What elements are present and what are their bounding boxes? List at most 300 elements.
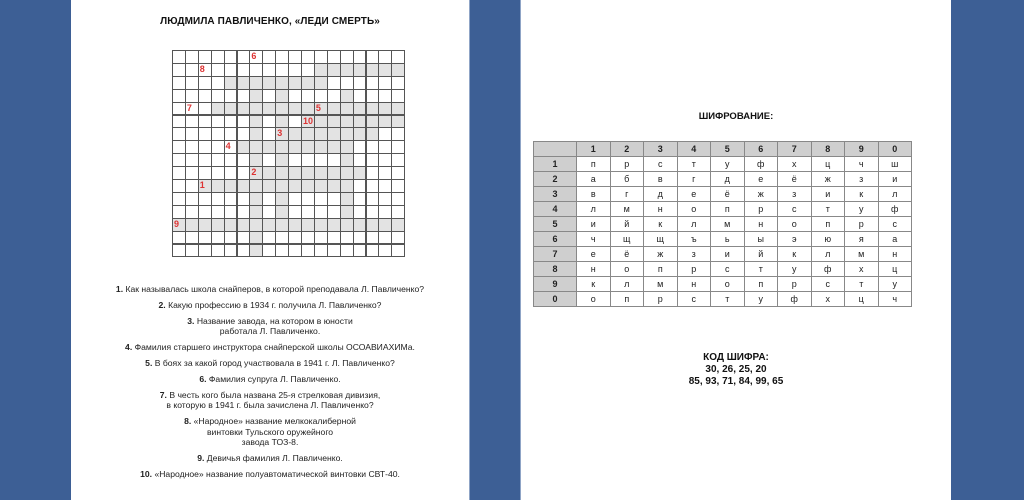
question-1 [71,284,469,295]
crossword-cell [378,244,392,258]
crossword-cell [288,192,302,206]
cipher-row-header: 2 [534,172,577,187]
crossword-cell [262,205,276,219]
cipher-cell: е [577,247,611,262]
crossword-cell [224,205,238,219]
question-text: Название завода, на котором в юности [196,315,353,326]
cipher-cell: з [778,187,812,202]
crossword-cell [378,50,392,64]
page-edge [469,0,470,500]
crossword-cell [378,115,392,129]
crossword-cell [224,50,238,64]
crossword-cell [378,89,392,103]
crossword-cell [340,76,354,90]
crossword-cell [301,244,315,258]
cipher-cell: р [644,292,678,307]
crossword-cell [288,89,302,103]
crossword-cell [391,63,405,77]
crossword-cell [237,63,251,77]
crossword-cell [327,153,341,167]
crossword-cell [237,140,251,154]
cipher-table [533,141,912,307]
crossword-cell [172,63,186,77]
crossword-cell [391,76,405,90]
cipher-cell: е [744,172,778,187]
cipher-cell: и [878,172,912,187]
crossword-cell [237,244,251,258]
cipher-row [534,217,912,232]
cipher-cell: д [644,187,678,202]
crossword-cell [185,50,199,64]
crossword-cell [275,192,289,206]
crossword-cell [198,244,212,258]
crossword-cell [366,102,380,116]
crossword-cell [366,50,380,64]
cipher-cell: ю [811,232,845,247]
crossword-cell [249,231,263,245]
crossword-cell [185,166,199,180]
cipher-cell: о [677,202,711,217]
cipher-cell: з [845,172,879,187]
crossword-cell [353,218,367,232]
crossword-cell [301,205,315,219]
crossword-cell [366,140,380,154]
cipher-cell: в [644,172,678,187]
crossword-cell [275,76,289,90]
crossword-cell [378,102,392,116]
crossword-cell [314,192,328,206]
question-number: 3. [187,315,195,326]
crossword-cell [185,127,199,141]
crossword-cell [198,218,212,232]
question-text: В боях за какой город участвовала в 1941 г. Л. Павличенко? [154,358,395,369]
crossword-cell [301,102,315,116]
crossword-cell [378,205,392,219]
question-text-line2: в которую в 1941 г. была зачислена Л. Павличенко? [166,400,374,411]
crossword-cell [288,218,302,232]
cipher-cell: н [878,247,912,262]
crossword-cell [262,192,276,206]
cipher-row-header: 8 [534,262,577,277]
cipher-corner-cell [534,142,577,157]
crossword-cell [262,50,276,64]
crossword-cell [378,63,392,77]
crossword-cell [327,89,341,103]
crossword-cell [288,127,302,141]
crossword-cell [198,231,212,245]
crossword-clue-number: 10 [303,115,314,126]
crossword-cell [172,231,186,245]
crossword-cell [262,140,276,154]
cipher-cell: я [845,232,879,247]
crossword-cell [249,218,263,232]
crossword-cell [237,102,251,116]
crossword-cell [314,76,328,90]
crossword-cell [391,205,405,219]
crossword-cell [378,76,392,90]
crossword-cell [314,205,328,219]
crossword-clue-number: 1 [199,180,205,190]
crossword-cell [185,244,199,258]
cipher-column-header: 0 [878,142,912,157]
cipher-column-header: 1 [577,142,611,157]
cipher-cell: б [610,172,644,187]
crossword-clue-number: 4 [225,141,231,152]
crossword-cell [211,140,225,154]
crossword-clue-number: 5 [315,102,321,113]
question-number: 1. [115,284,124,294]
question-number: 8. [184,416,192,427]
cipher-cell: з [677,247,711,262]
crossword-cell [288,63,302,77]
question-number: 6. [199,373,207,384]
crossword-cell [237,205,251,219]
cipher-row-header: 1 [534,157,577,172]
crossword-cell [275,231,289,245]
crossword-cell [366,192,380,206]
question-text: «Народное» название полуавтоматической винтовки СВТ-40. [154,469,400,480]
crossword-cell [327,76,341,90]
cipher-column-header: 2 [610,142,644,157]
crossword-cell [211,102,225,116]
crossword-cell [224,218,238,232]
crossword-cell [327,102,341,116]
crossword-cell [185,140,199,154]
cipher-column-header: 6 [744,142,778,157]
crossword-cell [391,102,405,116]
crossword-cell [314,153,328,167]
cipher-column-header: 8 [811,142,845,157]
crossword-cell [353,166,367,180]
question-5 [71,358,469,369]
cipher-cell: у [778,262,812,277]
questions-list [71,284,469,485]
crossword-cell [249,102,263,116]
cipher-cell: д [711,172,745,187]
cipher-cell: э [778,232,812,247]
crossword-cell [249,127,263,141]
question-text: Фамилия старшего инструктора снайперской школы ОСОАВИАХИМа. [134,342,415,353]
crossword-cell [378,192,392,206]
crossword-cell [314,115,328,129]
crossword-cell [327,63,341,77]
crossword-cell [314,231,328,245]
crossword-cell [378,153,392,167]
cipher-cell: н [677,277,711,292]
cipher-cell: ч [878,292,912,307]
crossword-cell [275,102,289,116]
crossword-cell [366,231,380,245]
cipher-cell: ё [610,247,644,262]
crossword-cell [288,50,302,64]
crossword-cell [391,231,405,245]
crossword-cell [366,153,380,167]
cipher-row-header: 9 [534,277,577,292]
cipher-cell: г [610,187,644,202]
crossword-cell [275,89,289,103]
question-text: «Народное» название мелкокалиберной [193,416,356,427]
crossword-cell [301,63,315,77]
crossword-cell [353,205,367,219]
cipher-cell: м [610,202,644,217]
crossword-clue-number: 9 [174,218,180,229]
crossword-cell [314,63,328,77]
crossword-cell [185,153,199,167]
cipher-cell: н [744,217,778,232]
cipher-cell: р [744,202,778,217]
cipher-cell: ф [744,157,778,172]
crossword-cell [237,166,251,180]
crossword-cell [262,115,276,129]
crossword-cell [275,218,289,232]
crossword-cell [172,89,186,103]
cipher-cell: ё [778,172,812,187]
crossword-cell [301,192,315,206]
crossword-cell [275,140,289,154]
cipher-cell: ё [711,187,745,202]
crossword-cell [353,76,367,90]
cipher-cell: ж [811,172,845,187]
question-text: В честь кого была названа 25-я стрелковая дивизия, [169,389,381,400]
crossword-cell [262,231,276,245]
crossword-cell [301,89,315,103]
crossword-cell [353,153,367,167]
cipher-row-header: 7 [534,247,577,262]
crossword-cell [378,218,392,232]
cipher-cell: п [577,157,611,172]
crossword-cell [185,63,199,77]
crossword-cell [301,127,315,141]
crossword-cell [198,89,212,103]
question-3 [71,316,469,337]
crossword-cell [185,231,199,245]
cipher-cell: с [711,262,745,277]
cipher-cell: к [778,247,812,262]
cipher-cell: п [644,262,678,277]
crossword-cell [366,89,380,103]
cipher-row [534,247,912,262]
cipher-cell: р [845,217,879,232]
crossword-cell [249,115,263,129]
crossword-cell [353,89,367,103]
crossword-cell [340,89,354,103]
crossword-cell [314,140,328,154]
crossword-cell [340,140,354,154]
cipher-cell: т [677,157,711,172]
crossword-cell [224,115,238,129]
crossword-cell [211,63,225,77]
crossword-cell [378,140,392,154]
crossword-cell [249,244,263,258]
question-number: 7. [159,389,167,400]
crossword-cell [327,140,341,154]
cipher-cell: т [711,292,745,307]
crossword-cell [211,127,225,141]
crossword-cell [211,89,225,103]
crossword-cell [340,115,354,129]
crossword-cell [288,166,302,180]
crossword-cell [249,153,263,167]
cipher-cell: с [878,217,912,232]
crossword-cell [262,244,276,258]
crossword-cell [198,102,212,116]
cipher-cell: о [711,277,745,292]
crossword-cell [327,50,341,64]
cipher-cell: х [778,157,812,172]
question-text-line2: винтовки Тульского оружейного [206,426,334,437]
crossword-cell [301,153,315,167]
question-text: Девичья фамилия Л. Павличенко. [206,453,343,464]
cipher-cell: м [644,277,678,292]
crossword-cell [172,102,186,116]
crossword-cell [366,218,380,232]
crossword-cell [275,179,289,193]
crossword-cell [327,218,341,232]
crossword-cell [314,179,328,193]
crossword-clue-number: 3 [277,128,283,139]
crossword-cell [172,166,186,180]
cipher-column-header: 7 [778,142,812,157]
crossword-cell [237,76,251,90]
crossword-cell [249,140,263,154]
crossword-cell [185,89,199,103]
cipher-row-header: 3 [534,187,577,202]
crossword-cell [391,179,405,193]
crossword-cell [224,63,238,77]
cipher-row [534,157,912,172]
crossword-cell [224,166,238,180]
question-number: 4. [125,342,133,353]
crossword-cell [301,231,315,245]
cipher-cell: м [711,217,745,232]
crossword-cell [340,63,354,77]
cipher-cell: е [677,187,711,202]
crossword-cell [249,63,263,77]
crossword-cell [172,205,186,219]
cipher-row [534,202,912,217]
cipher-cell: к [577,277,611,292]
cipher-cell: ц [878,262,912,277]
cipher-cell: й [744,247,778,262]
crossword-cell [198,50,212,64]
question-text-line2: работала Л. Павличенко. [219,326,321,337]
crossword-cell [249,179,263,193]
crossword-cell [275,205,289,219]
cipher-cell: у [845,202,879,217]
crossword-cell [288,76,302,90]
crossword-cell [288,179,302,193]
crossword-clue-number: 2 [251,167,257,178]
cipher-row [534,172,912,187]
right-page [521,0,951,500]
crossword-cell [340,153,354,167]
cipher-cell: х [811,292,845,307]
crossword-cell [340,244,354,258]
crossword-cell [366,127,380,141]
crossword-cell [366,166,380,180]
crossword-cell [301,166,315,180]
cipher-cell: ц [811,157,845,172]
cipher-cell: щ [644,232,678,247]
crossword-cell [340,50,354,64]
crossword-cell [262,102,276,116]
crossword-cell [198,76,212,90]
cipher-cell: н [644,202,678,217]
cipher-cell: а [878,232,912,247]
cipher-cell: о [610,262,644,277]
cipher-cell: ч [577,232,611,247]
question-number: 9. [197,453,205,464]
crossword-cell [314,89,328,103]
crossword-cell [211,50,225,64]
cipher-cell: л [577,202,611,217]
crossword-cell [391,218,405,232]
crossword-cell [378,166,392,180]
cipher-cell: м [845,247,879,262]
cipher-cell: л [610,277,644,292]
cipher-cell: т [811,202,845,217]
crossword-cell [353,127,367,141]
crossword-cell [249,89,263,103]
cipher-cell: ж [744,187,778,202]
crossword-cell [185,205,199,219]
crossword-cell [340,127,354,141]
cipher-cell: п [610,292,644,307]
crossword-cell [366,205,380,219]
crossword-cell [172,50,186,64]
crossword-clue-number: 6 [251,51,257,61]
crossword-cell [185,76,199,90]
crossword-cell [172,115,186,129]
crossword-cell [391,192,405,206]
crossword-cell [185,218,199,232]
crossword-cell [314,166,328,180]
crossword-cell [262,166,276,180]
cipher-cell: й [610,217,644,232]
cipher-column-header: 3 [644,142,678,157]
crossword-cell [224,179,238,193]
crossword-cell [391,244,405,258]
cipher-row-header: 0 [534,292,577,307]
crossword-cell [237,115,251,129]
crossword-cell [172,244,186,258]
crossword-cell [211,192,225,206]
cipher-cell: п [811,217,845,232]
crossword-cell [340,102,354,116]
crossword-cell [353,50,367,64]
crossword-cell [327,127,341,141]
crossword-cell [378,231,392,245]
cipher-cell: н [577,262,611,277]
cipher-cell: л [677,217,711,232]
crossword-cell [340,166,354,180]
cipher-cell: т [744,262,778,277]
cipher-row [534,187,912,202]
question-text: Какую профессию в 1934 г. получила Л. Павличенко? [168,299,382,310]
cipher-row [534,292,912,307]
cipher-cell: и [577,217,611,232]
question-text: Как называлась школа снайперов, в которой преподавала Л. Павличенко? [125,284,425,294]
question-2 [71,300,469,311]
crossword-cell [211,115,225,129]
cipher-cell: л [811,247,845,262]
cipher-cell: ы [744,232,778,247]
crossword-cell [340,205,354,219]
cipher-cell: и [811,187,845,202]
cipher-column-header: 9 [845,142,879,157]
crossword-cell [301,50,315,64]
crossword-cell [301,140,315,154]
